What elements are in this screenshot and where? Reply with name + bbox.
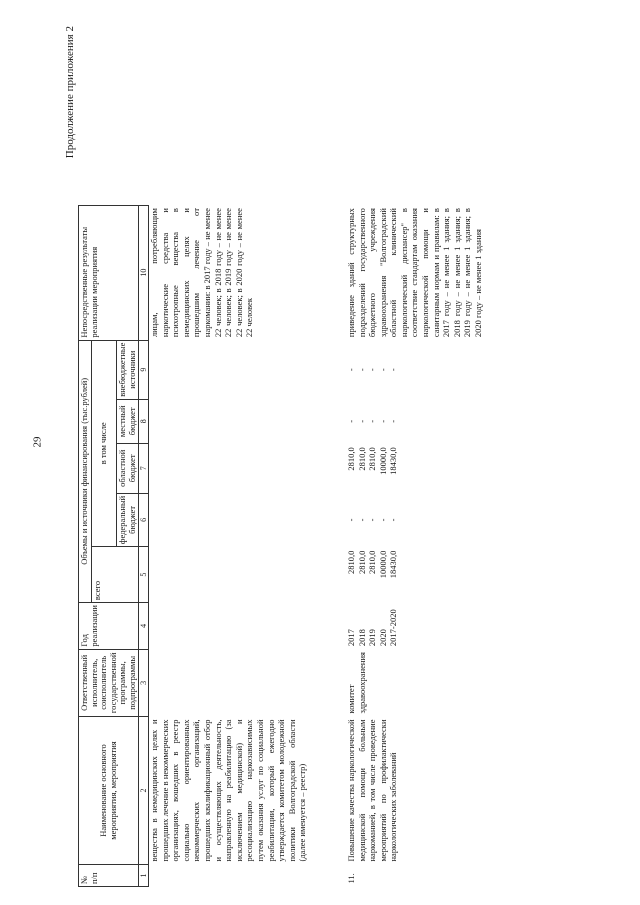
column-number: 10 — [139, 205, 149, 340]
column-number: 4 — [139, 603, 149, 650]
column-number: 9 — [139, 340, 149, 399]
row-name: Повышение качества наркологической медицинской помощи больным наркоманией, в том числе проведение мероприятий по профилактически наркологических заболеваний — [345, 719, 399, 862]
row-federal: - - - - - — [345, 518, 399, 522]
header-no: № п/п — [79, 865, 139, 887]
row-executor: комитет здравоохранения — [345, 652, 367, 714]
row-number — [149, 865, 330, 887]
header-results: Непосредственные результаты реализации мероприятия — [79, 205, 139, 340]
header-finance: Объемы и источники финансирования (тыс.рублей) — [79, 340, 92, 602]
column-number: 3 — [139, 649, 149, 716]
row-results: лицам, потребляющим наркотические средства и психотропные вещества в немедицинских целях и прошедшим лечение от наркомании: в 2017 году – не менее 22 человек; в 2018 году – не менее 22 человек; в 2019 году – не менее 22 человек; в 2020 году – не менее 22 человек — [149, 208, 255, 338]
appendix-caption: Продолжение приложения 2 — [64, 26, 76, 159]
header-name: Наименование основного мероприятия, мероприятия — [79, 717, 139, 865]
rotated-page-content — [62, 18, 620, 887]
column-number: 6 — [139, 493, 149, 546]
header-executor: Ответственный исполнитель, соисполнитель государственной программы, подпрограммы — [79, 649, 139, 716]
table-row — [330, 205, 484, 886]
row-name: вещества в немедицинских целях и прошедших лечение в некоммерческих организациях, вошедших в реестр социально ориентированных некоммерческих организаций, прошедших квалификационный отбор и осуществляющих деятельность, направленную на реабилитацию (за исключением медицинской) и ресоциализацию наркозависимых путем оказания услуг по социальной реабилитации, который ежегодно утверждается комитетом молодежной политики Волгоградской области (далее именуется – реестр) — [149, 719, 308, 862]
program-table — [78, 205, 484, 887]
column-number: 5 — [139, 547, 149, 603]
row-local: - - - - - — [345, 419, 399, 423]
column-number: 7 — [139, 443, 149, 493]
row-results: приведение зданий структурных подразделений государственного бюджетного учреждения здравоохранения "Волгоградский областной клинический наркологический диспансер" в соответствие стандартам оказания наркологической помощи и санитарным нормам и правилам: в 2017 году – не менее 1 здания; в 2018 году – не менее 1 здания; в 2019 году – не менее 1 здания; в 2020 году – не менее 1 здания — [345, 208, 484, 338]
row-executor — [149, 649, 330, 716]
header-incl: в том числе — [91, 340, 117, 546]
row-total: 2810,0 2810,0 2810,0 10000,0 18430,0 — [345, 550, 399, 579]
table-row — [149, 205, 330, 886]
column-number-row — [139, 205, 149, 886]
header-federal: федеральный бюджет — [117, 493, 139, 546]
header-local: местный бюджет — [117, 399, 139, 443]
row-offbudget: - - - - - — [345, 368, 399, 372]
row-regional: 2810,0 2810,0 2810,0 10000,0 18430,0 — [345, 447, 399, 475]
column-number: 2 — [139, 717, 149, 865]
header-offbudget: внебюджетные источники — [117, 340, 139, 399]
table-header — [79, 205, 139, 886]
column-number: 1 — [139, 865, 149, 887]
row-number: 11. — [345, 873, 356, 884]
column-number: 8 — [139, 399, 149, 443]
header-year: Год реализации — [79, 603, 139, 650]
header-total: всего — [91, 547, 139, 603]
page-number: 29 — [31, 436, 44, 448]
row-years: 2017 2018 2019 2020 2017-2020 — [345, 609, 399, 647]
header-regional: областной бюджет — [117, 443, 139, 493]
